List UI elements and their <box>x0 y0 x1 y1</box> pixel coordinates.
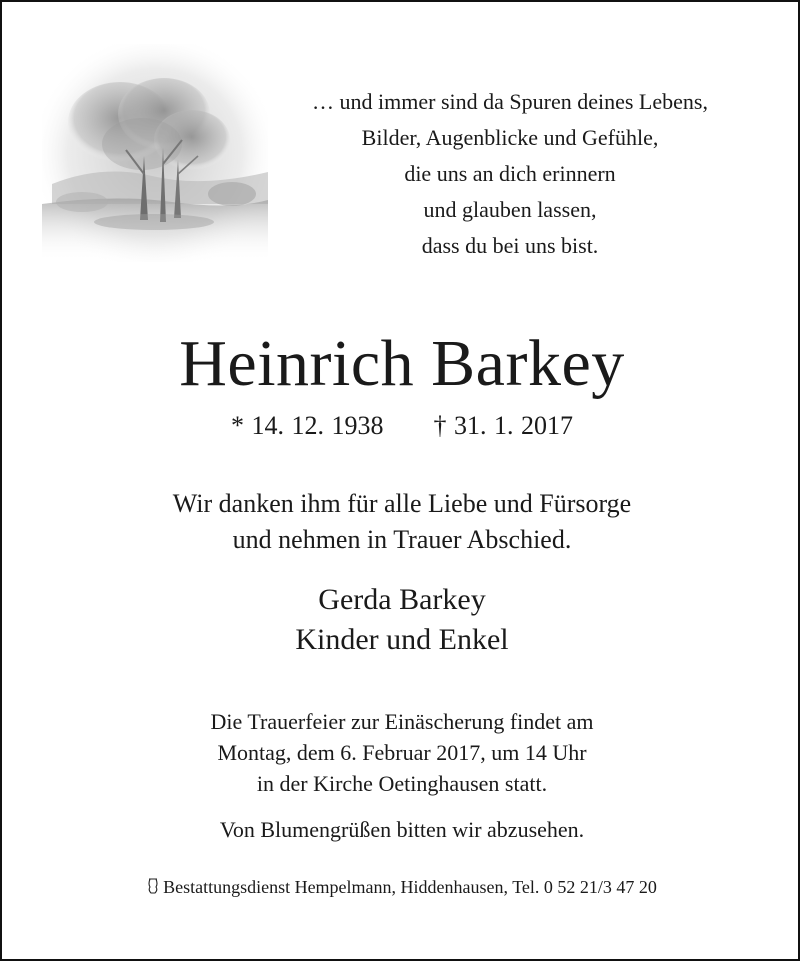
service-line: Montag, dem 6. Februar 2017, um 14 Uhr <box>217 740 587 765</box>
birth-date: * 14. 12. 1938 <box>231 411 384 440</box>
deceased-name: Heinrich Barkey <box>179 327 625 400</box>
undertaker-text: Bestattungsdienst Hempelmann, Hiddenhausen, Tel. 0 52 21/3 47 20 <box>163 877 657 897</box>
undertaker-info <box>2 874 800 900</box>
poem-line: und glauben lassen, <box>423 197 597 222</box>
thanks-line: und nehmen in Trauer Abschied. <box>232 525 572 554</box>
tree-landscape-image <box>42 44 268 262</box>
urn-icon <box>147 878 159 894</box>
flowers-note: Von Blumengrüßen bitten wir abzusehen. <box>219 817 585 842</box>
death-date: † 31. 1. 2017 <box>433 411 573 440</box>
service-line: Die Trauerfeier zur Einäscherung findet am <box>210 709 594 734</box>
memorial-poem <box>260 84 760 264</box>
service-line: in der Kirche Oetinghausen statt. <box>256 771 548 796</box>
poem-line: … und immer sind da Spuren deines Lebens, <box>312 89 708 114</box>
poem-line: Bilder, Augenblicke und Gefühle, <box>361 125 659 150</box>
funeral-service-info <box>2 706 800 799</box>
thanks-text <box>2 486 800 558</box>
mourners <box>2 580 800 660</box>
thanks-line: Wir danken ihm für alle Liebe und Fürsorge <box>172 489 632 518</box>
mourner-group: Kinder und Enkel <box>295 623 509 656</box>
poem-line: die uns an dich erinnern <box>404 161 616 186</box>
mourner-name: Gerda Barkey <box>318 583 486 616</box>
poem-line: dass du bei uns bist. <box>421 233 599 258</box>
life-dates <box>2 410 800 442</box>
